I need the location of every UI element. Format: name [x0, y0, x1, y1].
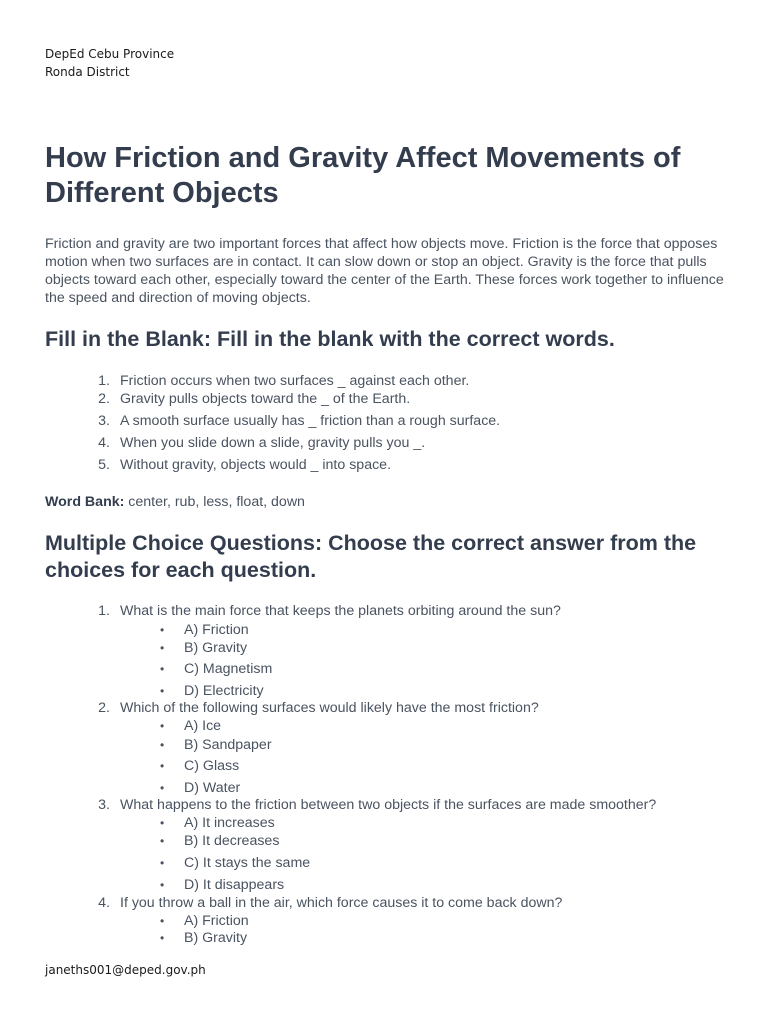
- choice-text: C) Glass: [184, 758, 240, 774]
- bullet-icon: •: [160, 641, 165, 655]
- item-number: 1.: [98, 373, 110, 389]
- question-text: What happens to the friction between two objects if the surfaces are made smoother?: [120, 797, 657, 813]
- intro-paragraph: Friction and gravity are two important forces that affect how objects move. Friction is the force that opposes motion when two surfaces are in contact. It can slow down or stop an object. Gravity is the force that pulls objects toward each other, especially toward the center of the Earth. These forces work together to influence the speed and direction of moving objects.: [45, 236, 724, 306]
- choice-text: B) Sandpaper: [184, 737, 272, 753]
- multiple-choice-heading: Multiple Choice Questions: Choose the correct answer from the choices for each question.: [45, 531, 697, 582]
- item-text: Friction occurs when two surfaces _ against each other.: [120, 373, 470, 389]
- choice-text: D) Electricity: [184, 683, 264, 699]
- bullet-icon: •: [160, 719, 165, 733]
- choice-text: C) It stays the same: [184, 855, 311, 871]
- page-title: How Friction and Gravity Affect Movements of Different Objects: [45, 142, 681, 209]
- item-text: Without gravity, objects would _ into space.: [120, 457, 392, 473]
- question-number: 2.: [98, 700, 110, 716]
- question-number: 3.: [98, 797, 110, 813]
- bullet-icon: •: [160, 759, 165, 773]
- choice-text: B) It decreases: [184, 833, 280, 849]
- bullet-icon: •: [160, 662, 165, 676]
- bullet-icon: •: [160, 738, 165, 752]
- choice-text: D) Water: [184, 780, 241, 796]
- header-division: DepEd Cebu Province: [45, 47, 175, 61]
- bullet-icon: •: [160, 684, 165, 698]
- bullet-icon: •: [160, 914, 165, 928]
- header-district: Ronda District: [45, 65, 130, 79]
- question-number: 1.: [98, 603, 110, 619]
- bullet-icon: •: [160, 878, 165, 892]
- footer-email: janeths001@deped.gov.ph: [45, 963, 206, 977]
- choice-text: A) Ice: [184, 718, 222, 734]
- question-text: If you throw a ball in the air, which force causes it to come back down?: [120, 895, 563, 911]
- bullet-icon: •: [160, 816, 165, 830]
- question-number: 4.: [98, 895, 110, 911]
- bullet-icon: •: [160, 856, 165, 870]
- item-number: 5.: [98, 457, 110, 473]
- bullet-icon: •: [160, 781, 165, 795]
- question-text: What is the main force that keeps the planets orbiting around the sun?: [120, 603, 561, 619]
- item-number: 2.: [98, 391, 110, 407]
- question-text: Which of the following surfaces would likely have the most friction?: [120, 700, 539, 716]
- bullet-icon: •: [160, 931, 165, 945]
- item-number: 3.: [98, 413, 110, 429]
- choice-text: A) Friction: [184, 622, 249, 638]
- word-bank-words: center, rub, less, float, down: [124, 494, 305, 510]
- choice-text: B) Gravity: [184, 930, 248, 946]
- word-bank-label: Word Bank:: [45, 494, 125, 510]
- choice-text: D) It disappears: [184, 877, 285, 893]
- word-bank: [45, 493, 305, 511]
- item-text: Gravity pulls objects toward the _ of the Earth.: [120, 391, 411, 407]
- choice-text: A) Friction: [184, 913, 249, 929]
- bullet-icon: •: [160, 834, 165, 848]
- choice-text: A) It increases: [184, 815, 275, 831]
- item-number: 4.: [98, 435, 110, 451]
- item-text: When you slide down a slide, gravity pulls you _.: [120, 435, 426, 451]
- fill-in-blank-heading: Fill in the Blank: Fill in the blank with the correct words.: [45, 327, 615, 351]
- bullet-icon: •: [160, 623, 165, 637]
- item-text: A smooth surface usually has _ friction than a rough surface.: [120, 413, 501, 429]
- choice-text: C) Magnetism: [184, 661, 273, 677]
- choice-text: B) Gravity: [184, 640, 248, 656]
